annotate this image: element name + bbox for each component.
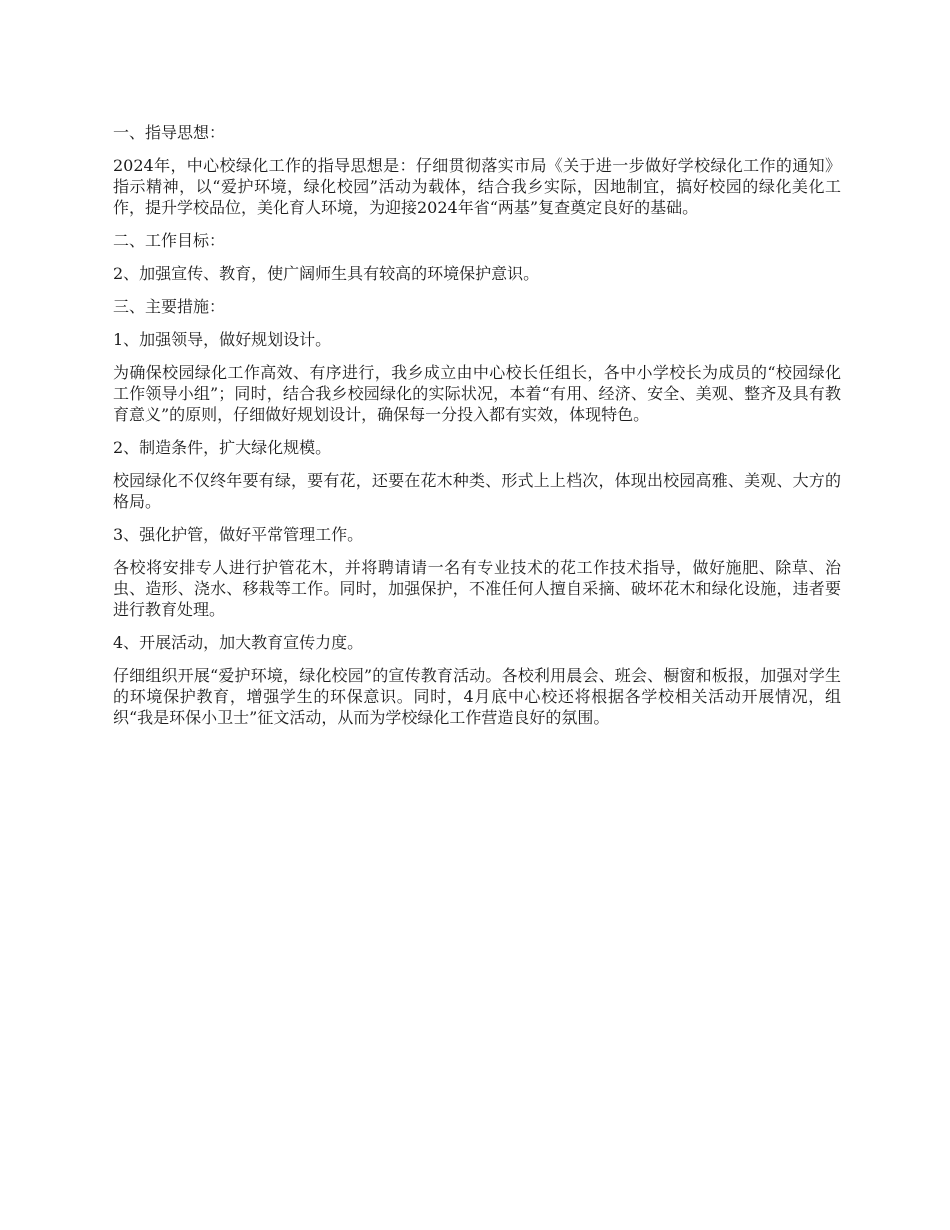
- paragraph-measure-4: 仔细组织开展“爱护环境，绿化校园”的宣传教育活动。各校利用晨会、班会、橱窗和板报，加强对学生的环境保护教育，增强学生的环保意识。同时，4月底中心校还将根据各学校相关活动开展情况，组织“我是环保小卫士”征文活动，从而为学校绿化工作营造良好的氛围。: [113, 666, 841, 727]
- subheading-measure-4: 4、开展活动，加大教育宣传力度。: [113, 633, 364, 652]
- document-body: [113, 122, 841, 740]
- paragraph-measure-3: 各校将安排专人进行护管花木，并将聘请请一名有专业技术的花工作技术指导，做好施肥、除草、治虫、造形、浇水、移栽等工作。同时，加强保护，不准任何人擅自采摘、破坏花木和绿化设施，违者要进行教育处理。: [113, 558, 841, 619]
- subheading-measure-1: 1、加强领导，做好规划设计。: [113, 330, 332, 349]
- section-heading-work-goals: 二、工作目标：: [113, 231, 226, 250]
- paragraph-measure-1: 为确保校园绿化工作高效、有序进行，我乡成立由中心校长任组长，各中小学校长为成员的“校园绿化工作领导小组”；同时，结合我乡校园绿化的实际状况，本着“有用、经济、安全、美观、整齐及具有教育意义”的原则，仔细做好规划设计，确保每一分投入都有实效，体现特色。: [113, 363, 841, 424]
- subheading-measure-3: 3、强化护管，做好平常管理工作。: [113, 525, 364, 544]
- section-heading-guiding-thought: 一、指导思想：: [113, 123, 226, 142]
- section-heading-main-measures: 三、主要措施：: [113, 297, 226, 316]
- paragraph-guiding-thought: 2024年，中心校绿化工作的指导思想是：仔细贯彻落实市局《关于进一步做好学校绿化工作的通知》指示精神，以“爱护环境，绿化校园”活动为载体，结合我乡实际，因地制宜，搞好校园的绿化美化工作，提升学校品位，美化育人环境，为迎接2024年省“两基”复查奠定良好的基础。: [113, 156, 841, 217]
- paragraph-measure-2: 校园绿化不仅终年要有绿，要有花，还要在花木种类、形式上上档次，体现出校园高雅、美观、大方的格局。: [113, 471, 841, 511]
- paragraph-work-goal-2: 2、加强宣传、教育，使广阔师生具有较高的环境保护意识。: [113, 264, 540, 283]
- subheading-measure-2: 2、制造条件，扩大绿化规模。: [113, 438, 332, 457]
